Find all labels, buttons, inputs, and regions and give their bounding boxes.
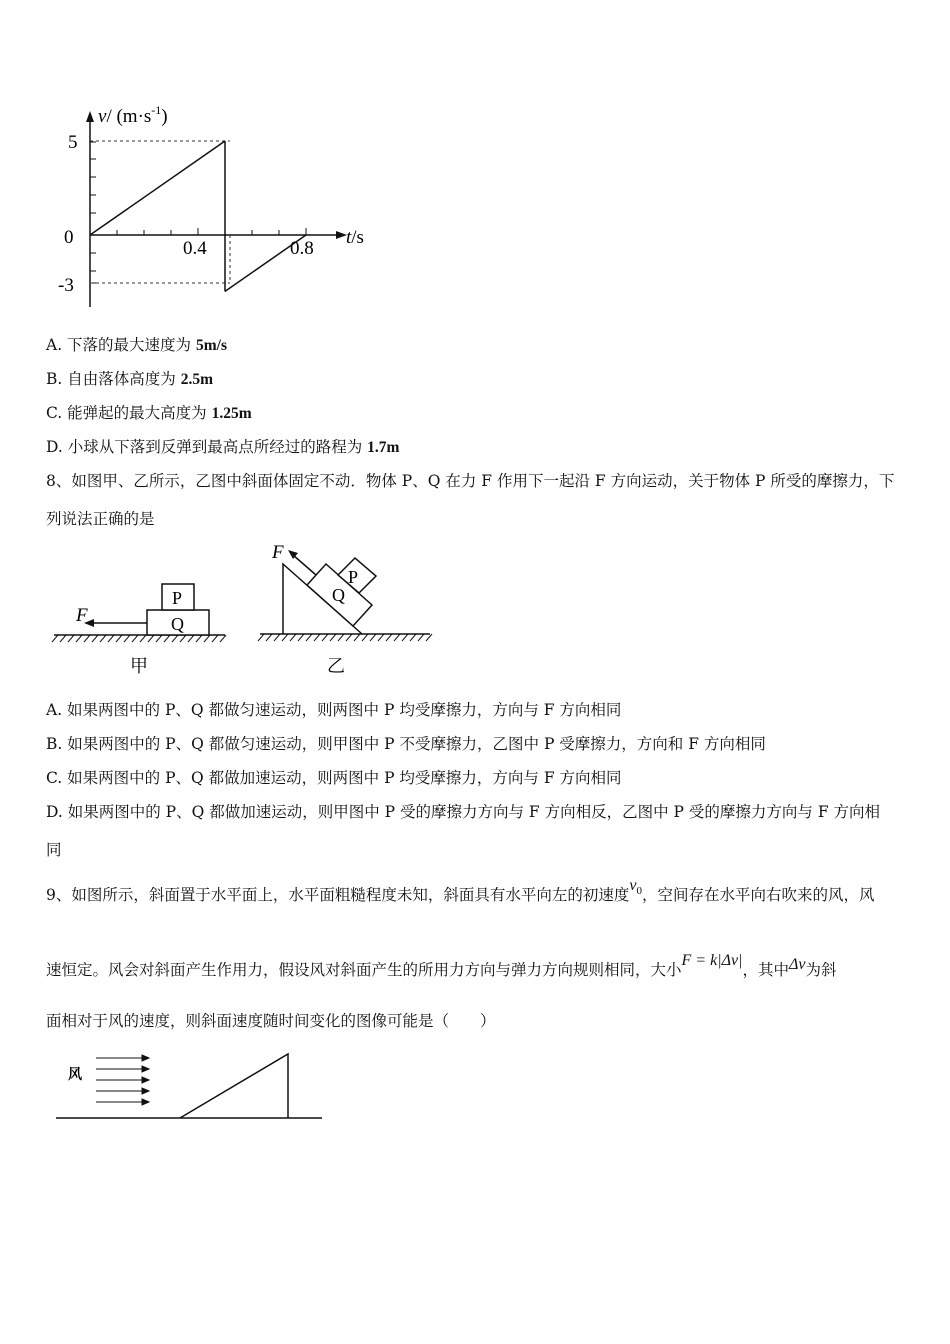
q8-option-a: A. 如果两图中的 P、Q 都做匀速运动，则两图中 P 均受摩擦力，方向与 F 方向相同 xyxy=(46,701,622,719)
velocity-segment-fall xyxy=(90,141,225,235)
q8-option-b: B. 如果两图中的 P、Q 都做匀速运动，则甲图中 P 不受摩擦力，乙图中 P 受摩擦力，方向和 F 方向相同 xyxy=(46,735,766,753)
x-tick-0.4: 0.4 xyxy=(183,238,207,259)
y-tick-5: 5 xyxy=(68,132,78,153)
vt-graph xyxy=(50,95,390,320)
q9-v0: $v_0$ xyxy=(629,877,642,898)
q9-line3: 面相对于风的速度，则斜面速度随时间变化的图像可能是（ ） xyxy=(46,1012,496,1030)
x-minor-ticks xyxy=(117,228,306,235)
svg-text:Q: Q xyxy=(332,585,345,605)
q9-dv: Δv xyxy=(789,956,806,973)
q7-option-b: B. 自由落体高度为 2.5m xyxy=(46,370,213,388)
q7-option-a: A. 下落的最大速度为 5m/s xyxy=(46,336,227,354)
wind-label: 风 xyxy=(68,1067,82,1083)
fig-yi xyxy=(258,542,432,677)
svg-text:F: F xyxy=(76,605,88,626)
fig-jia xyxy=(52,584,226,677)
q8-stem-line1: 8、如图甲、乙所示，乙图中斜面体固定不动．物体 P、Q 在力 F 作用下一起沿 F 方向运动，关于物体 P 所受的摩擦力，下 xyxy=(46,472,895,490)
y-tick-neg3: -3 xyxy=(58,275,74,296)
y-axis-label: v/ $(m\cdot s^{-1})$ xyxy=(98,103,168,127)
x-tick-0.8: 0.8 xyxy=(290,238,314,259)
q8-option-c: C. 如果两图中的 P、Q 都做加速运动，则两图中 P 均受摩擦力，方向与 F 方向相同 xyxy=(46,769,622,787)
q8-stem-line2: 列说法正确的是 xyxy=(46,510,155,528)
q9-formula: F = k|Δv| xyxy=(681,952,743,969)
wedge xyxy=(180,1054,288,1118)
x-axis-label: t/s xyxy=(346,227,364,248)
force-arrow-yi xyxy=(293,555,316,575)
y-tick-0: 0 xyxy=(64,227,74,248)
wind-arrows xyxy=(96,1055,149,1105)
y-axis-arrow xyxy=(86,111,94,122)
q7-option-d: D. 小球从下落到反弹到最高点所经过的路程为 1.7m xyxy=(46,438,400,456)
svg-text:F: F xyxy=(272,542,284,563)
svg-text:P: P xyxy=(348,567,359,587)
caption-jia: 甲 xyxy=(130,656,148,677)
q9-figure xyxy=(50,1048,340,1128)
svg-text:Q: Q xyxy=(171,614,184,634)
q8-figures xyxy=(50,540,450,680)
caption-yi: 乙 xyxy=(327,656,345,677)
q9-line2: 速恒定。风会对斜面产生作用力，假设风对斜面产生的所用力方向与弹力方向规则相同，大小F = k|Δv|，其中Δv为斜 xyxy=(46,952,837,979)
q9-line1: 9、如图所示，斜面置于水平面上，水平面粗糙程度未知，斜面具有水平向左的初速度$v_0$，空间存在水平向右吹来的风，风 xyxy=(46,877,875,904)
q8-option-d-cont: 同 xyxy=(46,841,62,859)
q8-option-d: D. 如果两图中的 P、Q 都做加速运动，则甲图中 P 受的摩擦力方向与 F 方向相反，乙图中 P 受的摩擦力方向与 F 方向相 xyxy=(46,803,881,821)
svg-text:P: P xyxy=(172,588,183,608)
y-minor-ticks xyxy=(90,142,96,283)
q7-option-c: C. 能弹起的最大高度为 1.25m xyxy=(46,404,252,422)
